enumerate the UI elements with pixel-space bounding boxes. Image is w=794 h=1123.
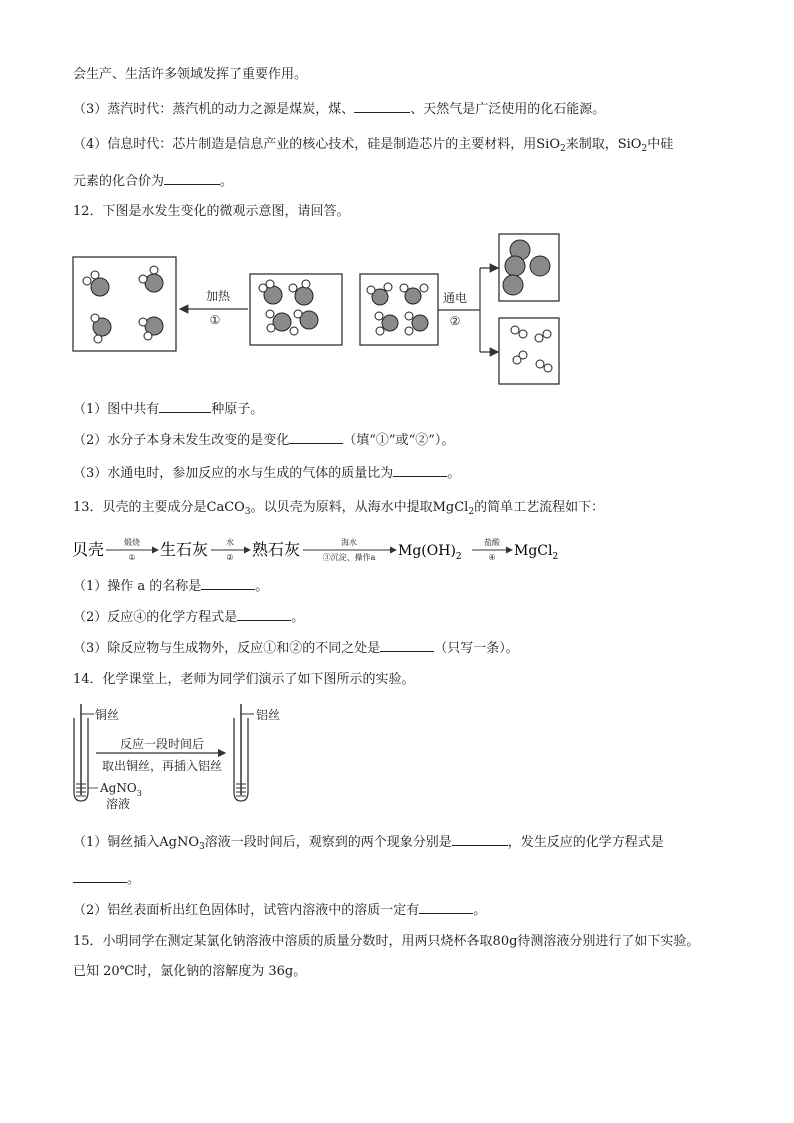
copper-label: 铜丝 xyxy=(95,708,120,722)
subscript: 3 xyxy=(199,842,205,852)
subscript: 2 xyxy=(641,144,648,154)
question-text: 。 xyxy=(447,466,461,481)
flow-condition: 盐酸 xyxy=(484,538,500,547)
question-15-stem xyxy=(73,933,699,951)
box-water-vapor xyxy=(73,257,176,351)
heat-label: 加热 xyxy=(205,289,231,303)
question-14-1-cont xyxy=(73,870,140,889)
flow-step-shell: 贝壳 xyxy=(72,540,105,559)
question-text: （1）铜丝插入AgNO xyxy=(73,835,200,850)
answer-blank[interactable] xyxy=(393,464,447,477)
question-text: （2）水分子本身未发生改变的是变化 xyxy=(73,433,290,448)
paragraph-text: 会生产、生活许多领域发挥了重要作用。 xyxy=(73,67,308,82)
flow-step-slaked-lime: 熟石灰 xyxy=(252,540,301,559)
answer-blank[interactable] xyxy=(237,608,291,621)
test-tube-copper xyxy=(74,704,94,801)
question-11-4-cont xyxy=(73,172,233,191)
test-tube-experiment xyxy=(70,700,330,815)
question-text: 溶液一段时间后，观察到的两个现象分别是 xyxy=(204,835,452,850)
question-text: （3）蒸汽时代：蒸汽机的动力之源是煤炭，煤、 xyxy=(73,102,355,117)
water-molecule xyxy=(91,314,111,343)
question-text: （填“①”或“②”）。 xyxy=(343,433,455,448)
question-text: 。 xyxy=(127,872,141,887)
question-13-1 xyxy=(73,577,268,596)
water-molecule xyxy=(139,266,163,292)
flow-number: ① xyxy=(128,553,136,562)
question-text: 15．小明同学在测定某氯化钠溶液中溶质的质量分数时，用两只烧杯各取80g待测溶液分别进行了如下实验。 xyxy=(73,934,700,949)
question-text: （1）操作 a 的名称是 xyxy=(73,579,202,594)
subscript: 2 xyxy=(468,507,475,517)
flow-step-quicklime: 生石灰 xyxy=(160,540,209,559)
electrolysis-number: ② xyxy=(449,314,461,328)
question-14-2 xyxy=(73,901,486,920)
question-text: （1）图中共有 xyxy=(73,402,160,417)
question-text: 。 xyxy=(473,903,487,918)
water-molecule-diagram xyxy=(70,230,570,390)
flow-step-mg-oh2: $Mg(OH)_2$ xyxy=(398,543,462,562)
question-12-2 xyxy=(73,431,454,450)
step-label-1: 反应一段时间后 xyxy=(119,737,205,751)
question-text: 13．贝壳的主要成分是CaCO xyxy=(73,500,245,515)
question-14-1 xyxy=(73,833,664,852)
question-15-stem-cont xyxy=(73,963,306,981)
answer-blank[interactable] xyxy=(354,100,410,113)
solution-label: 溶液 xyxy=(106,797,131,811)
flow-condition: 煅烧 xyxy=(124,538,140,547)
question-text: 14．化学课堂上，老师为同学们演示了如下图所示的实验。 xyxy=(73,672,415,687)
question-14-stem xyxy=(73,671,415,689)
question-13-stem xyxy=(73,499,604,517)
answer-blank[interactable] xyxy=(452,833,508,846)
flow-number: ④ xyxy=(488,553,496,562)
question-text: 中硅 xyxy=(647,137,674,152)
question-text: 12．下图是水发生变化的微观示意图，请回答。 xyxy=(73,204,350,219)
question-text: 。以贝壳为原料，从海水中提取MgCl xyxy=(250,500,469,515)
question-text: （2）铝丝表面析出红色固体时，试管内溶液中的溶质一定有 xyxy=(73,903,420,918)
question-text: 。 xyxy=(291,610,305,625)
question-text: （3）除反应物与生成物外，反应①和②的不同之处是 xyxy=(73,641,381,656)
step-label-2: 取出铜丝，再插入铝丝 xyxy=(101,759,223,773)
silver-nitrate-label: AgNO$_3$ xyxy=(100,781,142,798)
water-molecule xyxy=(83,271,109,296)
question-text: （2）反应④的化学方程式是 xyxy=(73,610,238,625)
question-text: 、天然气是广泛使用的化石能源。 xyxy=(410,102,606,117)
question-text: （3）水通电时，参加反应的水与生成的气体的质量比为 xyxy=(73,466,394,481)
answer-blank[interactable] xyxy=(73,870,127,883)
box-hydrogen xyxy=(499,318,559,384)
answer-blank[interactable] xyxy=(159,400,211,413)
question-13-3 xyxy=(73,639,519,658)
question-text: 。 xyxy=(220,174,234,189)
question-12-stem xyxy=(73,203,350,221)
flow-number: ③沉淀、操作a xyxy=(322,553,376,562)
subscript: 3 xyxy=(244,507,251,517)
question-12-3 xyxy=(73,464,460,483)
question-11-4 xyxy=(73,136,673,154)
test-tube-aluminum xyxy=(234,704,254,801)
flow-step-mgcl2: MgCl$_2$ xyxy=(514,543,559,562)
heat-number: ① xyxy=(209,313,221,327)
answer-blank[interactable] xyxy=(289,431,343,444)
flow-number: ② xyxy=(226,553,234,562)
text-line xyxy=(73,66,307,84)
flow-condition: 海水 xyxy=(341,538,357,547)
electrolysis-label: 通电 xyxy=(442,291,468,305)
question-11-3 xyxy=(73,100,605,119)
water-molecule xyxy=(139,317,163,340)
question-text: 的简单工艺流程如下： xyxy=(474,500,605,515)
question-text: （只写一条）。 xyxy=(434,641,519,656)
answer-blank[interactable] xyxy=(164,172,220,185)
question-text: 元素的化合价为 xyxy=(73,174,165,189)
question-text: ，发生反应的化学方程式是 xyxy=(507,835,664,850)
question-13-2 xyxy=(73,608,304,627)
question-text: 种原子。 xyxy=(211,402,264,417)
answer-blank[interactable] xyxy=(201,577,255,590)
question-text: 已知 20℃时，氯化钠的溶解度为 36g。 xyxy=(73,964,307,979)
question-12-1 xyxy=(73,400,263,419)
flow-condition: 水 xyxy=(226,538,234,547)
aluminum-label: 铝丝 xyxy=(256,708,281,722)
answer-blank[interactable] xyxy=(380,639,434,652)
answer-blank[interactable] xyxy=(419,901,473,914)
question-text: 。 xyxy=(255,579,269,594)
subscript: 2 xyxy=(560,144,566,154)
question-text: （4）信息时代：芯片制造是信息产业的核心技术，硅是制造芯片的主要材料，用SiO xyxy=(73,137,560,152)
magnesium-process-flow xyxy=(72,530,572,566)
question-text: 来制取，SiO xyxy=(565,137,642,152)
